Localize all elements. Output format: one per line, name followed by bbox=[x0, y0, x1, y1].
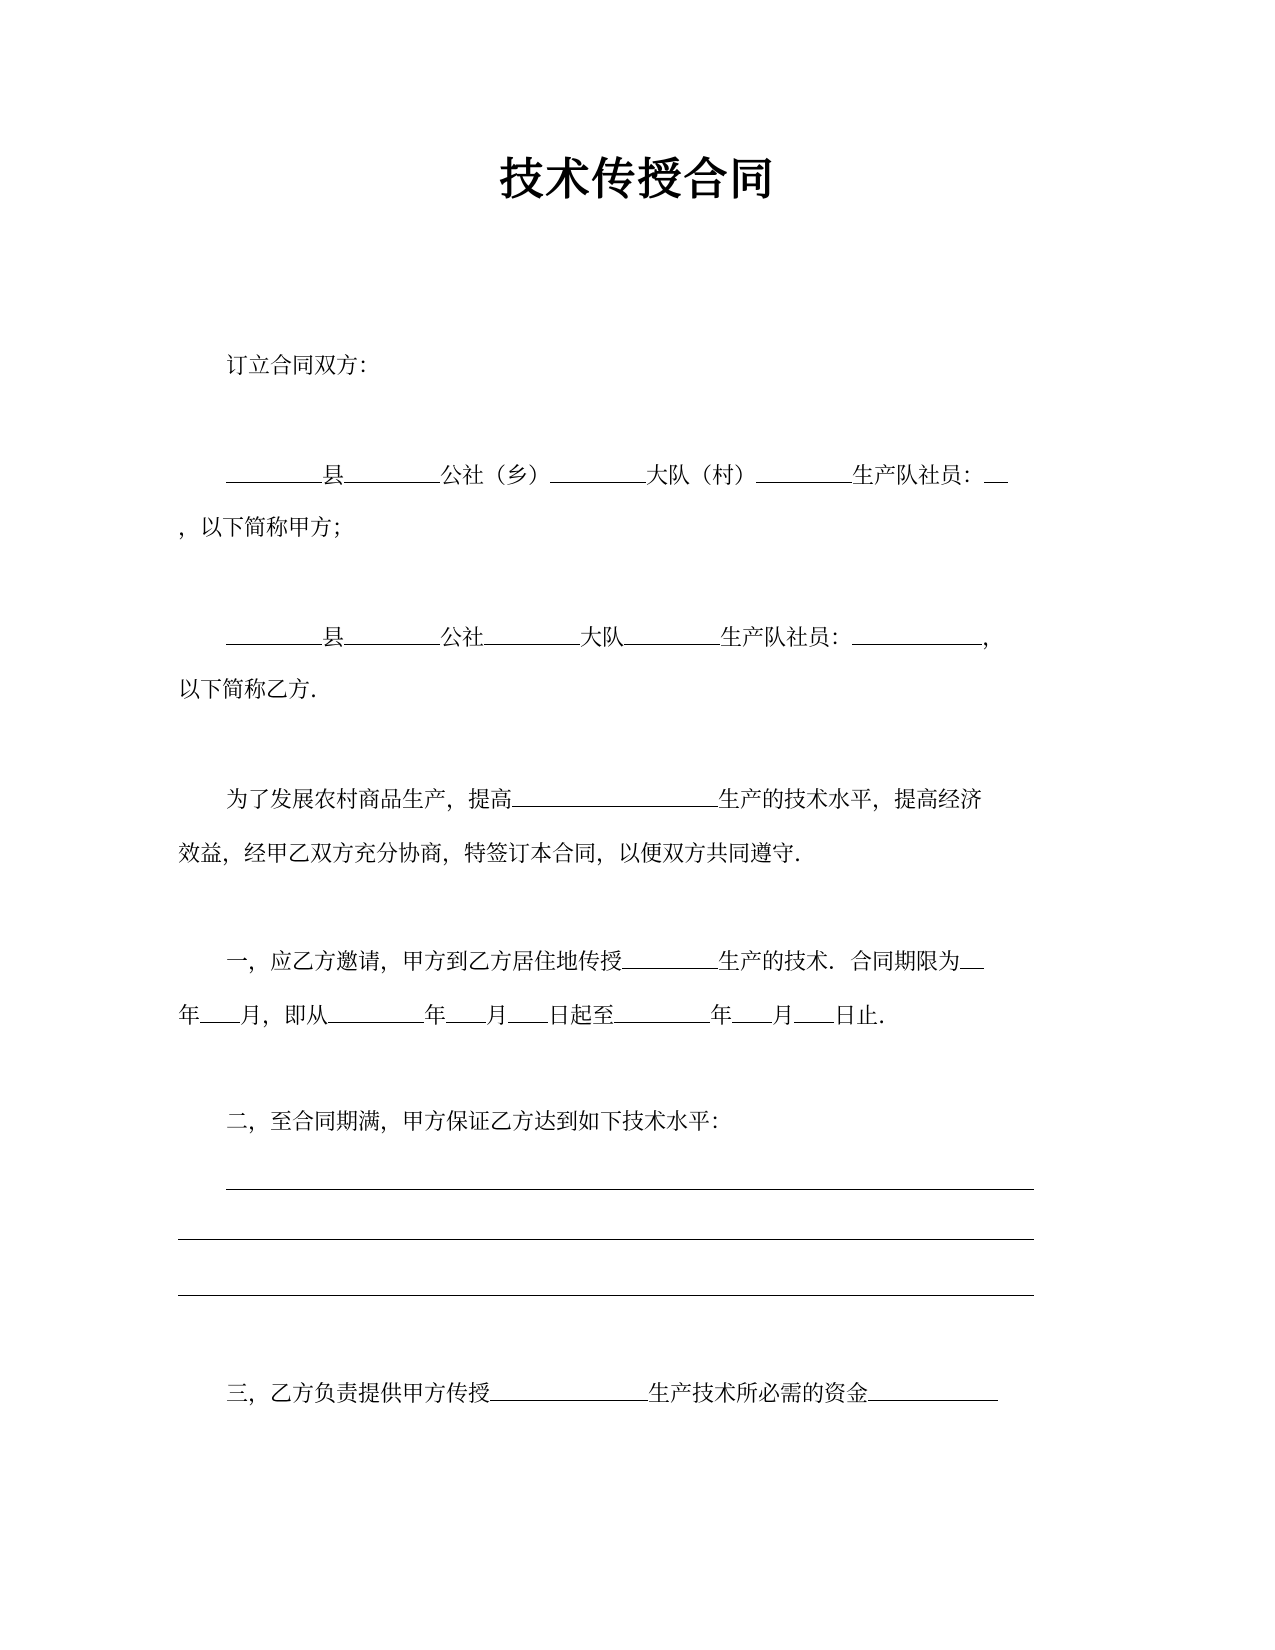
blank-field[interactable] bbox=[446, 1000, 486, 1023]
clause-3-text-a: 三，乙方负责提供甲方传授 bbox=[226, 1382, 491, 1407]
purpose-text-b: 生产的技术水平，提高经济 bbox=[718, 788, 983, 813]
blank-field[interactable] bbox=[512, 784, 718, 807]
clause-1-line-2 bbox=[178, 1000, 885, 1032]
clause-3-text-b: 生产技术所必需的资金 bbox=[648, 1382, 869, 1407]
purpose-text-a: 为了发展农村商品生产，提高 bbox=[226, 788, 513, 813]
day-label: 日止. bbox=[834, 1004, 886, 1029]
blank-field[interactable] bbox=[960, 946, 984, 969]
year-label: 年 bbox=[710, 1004, 733, 1029]
party-b-brigade-label: 大队 bbox=[580, 626, 625, 651]
party-a-county-label: 县 bbox=[322, 464, 345, 489]
blank-field[interactable] bbox=[550, 460, 646, 483]
party-a-line-1 bbox=[226, 460, 1008, 492]
party-b-comma: ， bbox=[982, 626, 1005, 651]
party-b-line-1 bbox=[226, 622, 1004, 654]
month-label: 月，即从 bbox=[240, 1004, 329, 1029]
clause-2-line: 二，至合同期满，甲方保证乙方达到如下技术水平： bbox=[226, 1110, 733, 1135]
blank-field[interactable] bbox=[178, 1239, 1034, 1240]
month-label: 月 bbox=[486, 1004, 509, 1029]
blank-field[interactable] bbox=[622, 946, 718, 969]
blank-field[interactable] bbox=[226, 460, 322, 483]
blank-field[interactable] bbox=[226, 622, 322, 645]
party-b-line-2: 以下简称乙方. bbox=[178, 678, 317, 703]
clause-1-text-b: 生产的技术．合同期限为 bbox=[718, 950, 961, 975]
party-b-team-label: 生产队社员： bbox=[720, 626, 853, 651]
purpose-line-1 bbox=[226, 784, 982, 816]
blank-field[interactable] bbox=[624, 622, 720, 645]
clause-3-line bbox=[226, 1378, 998, 1410]
blank-field[interactable] bbox=[868, 1378, 998, 1401]
year-label: 年 bbox=[424, 1004, 447, 1029]
intro-line: 订立合同双方： bbox=[226, 354, 381, 379]
blank-field[interactable] bbox=[328, 1000, 424, 1023]
blank-field[interactable] bbox=[756, 460, 852, 483]
blank-field[interactable] bbox=[344, 622, 440, 645]
blank-field[interactable] bbox=[344, 460, 440, 483]
blank-field[interactable] bbox=[484, 622, 580, 645]
party-a-line-2: ，以下简称甲方； bbox=[178, 516, 355, 541]
purpose-line-2: 效益，经甲乙双方充分协商，特签订本合同，以便双方共同遵守. bbox=[178, 842, 801, 867]
party-a-team-label: 生产队社员： bbox=[852, 464, 985, 489]
blank-field[interactable] bbox=[226, 1189, 1034, 1190]
party-b-commune-label: 公社 bbox=[440, 626, 485, 651]
month-label: 月 bbox=[772, 1004, 795, 1029]
blank-field[interactable] bbox=[178, 1295, 1034, 1296]
party-a-brigade-label: 大队（村） bbox=[646, 464, 757, 489]
year-label: 年 bbox=[178, 1004, 201, 1029]
blank-field[interactable] bbox=[614, 1000, 710, 1023]
day-label: 日起至 bbox=[548, 1004, 615, 1029]
document-title: 技术传授合同 bbox=[499, 154, 776, 205]
party-b-county-label: 县 bbox=[322, 626, 345, 651]
party-a-commune-label: 公社（乡） bbox=[440, 464, 551, 489]
blank-field[interactable] bbox=[852, 622, 982, 645]
blank-field[interactable] bbox=[508, 1000, 548, 1023]
blank-field[interactable] bbox=[200, 1000, 240, 1023]
clause-1-text-a: 一，应乙方邀请，甲方到乙方居住地传授 bbox=[226, 950, 623, 975]
blank-field[interactable] bbox=[984, 460, 1008, 483]
blank-field[interactable] bbox=[490, 1378, 648, 1401]
blank-field[interactable] bbox=[794, 1000, 834, 1023]
clause-1-line-1 bbox=[226, 946, 984, 978]
blank-field[interactable] bbox=[732, 1000, 772, 1023]
